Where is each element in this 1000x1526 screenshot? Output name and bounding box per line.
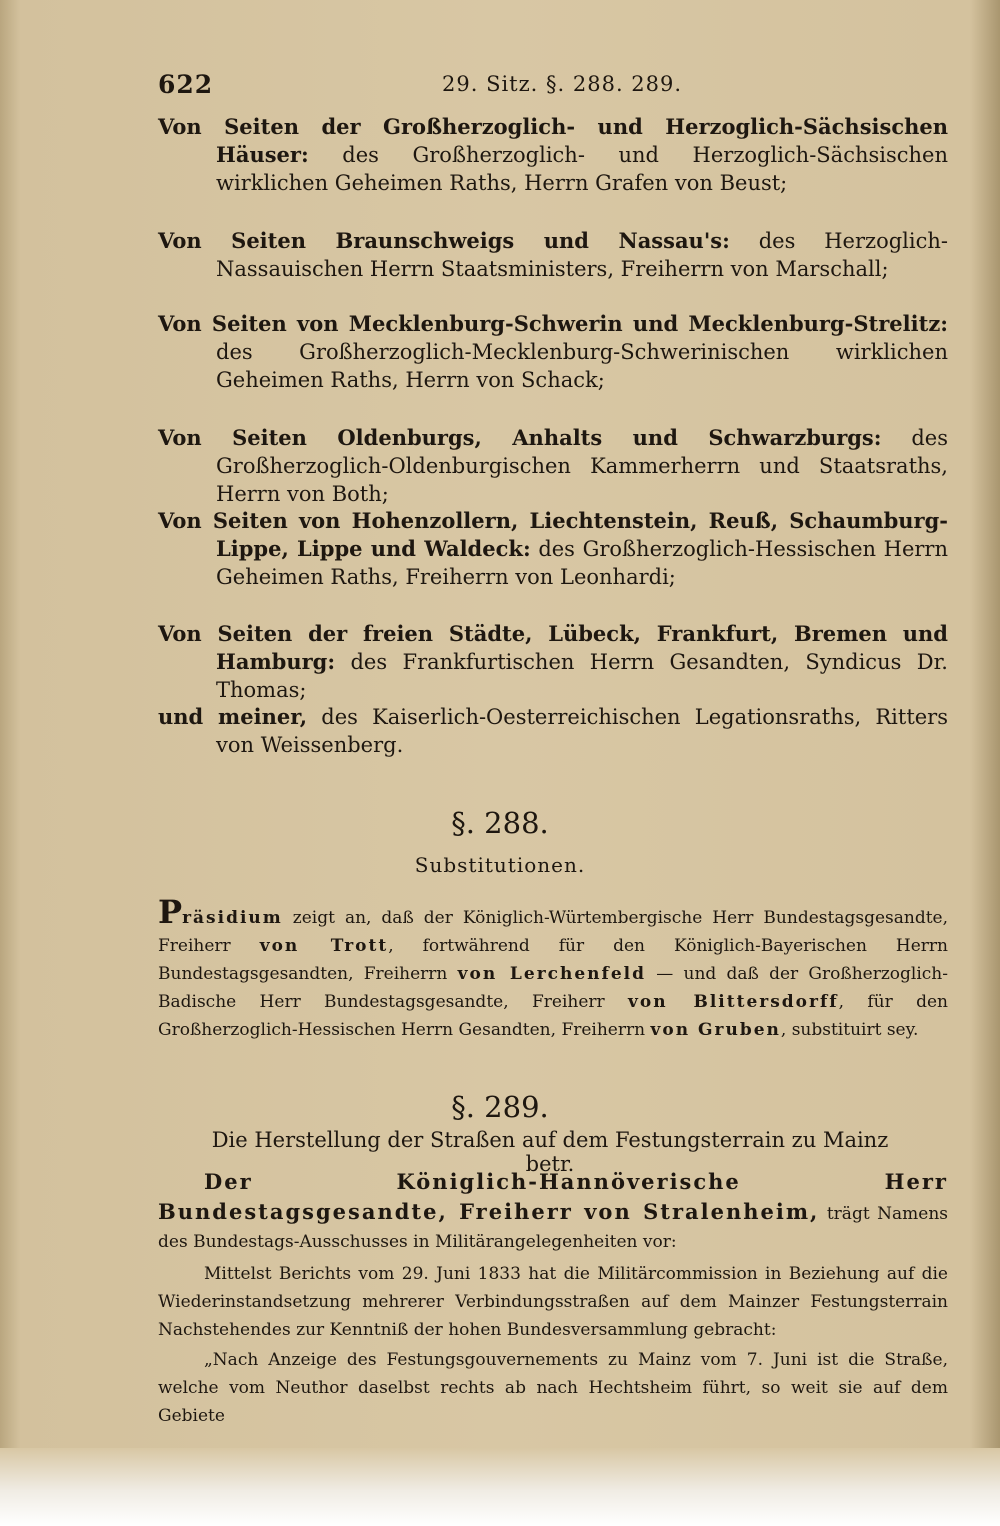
- entry-saxon-houses: [158, 113, 948, 197]
- person-name: von Blittersdorff: [628, 992, 839, 1012]
- section-289-paragraph-3: „Nach Anzeige des Festungsgouvernements zu Mainz vom 7. Juni ist die Straße, welche vom Neuthor daselbst rechts ab nach Hechtsheim führt, so weit sie auf dem Gebiete: [158, 1350, 948, 1426]
- entry-lead: Von Seiten Oldenburgs, Anhalts und Schwarzburgs:: [158, 425, 882, 450]
- entry-lead: Von Seiten der freien Städte, Lübeck, Frankfurt, Bremen und Hamburg:: [158, 621, 948, 674]
- entry-hohenzollern: [158, 507, 948, 591]
- entry-text: des Großherzoglich- und Herzoglich-Sächsischen wirklichen Geheimen Raths, Herrn Grafen von Beust;: [216, 143, 948, 195]
- person-name: von Trott: [259, 936, 389, 956]
- section-289-paragraph-1: [158, 1168, 948, 1256]
- paragraph-text: , substituirt sey.: [780, 1020, 919, 1040]
- paragraph-text: — und daß der Großherzoglich-Badische Herr Bundestagsgesandte, Freiherr: [158, 964, 948, 1012]
- entry-text: des Herzoglich-Nassauischen Herrn Staatsministers, Freiherrn von Marschall;: [216, 229, 948, 281]
- paragraph-text: , für den Großherzoglich-Hessischen Herrn Gesandten, Freiherrn: [158, 992, 948, 1040]
- paragraph-text: , fortwährend für den Königlich-Bayerischen Herrn Bundestagsgesandten, Freiherrn: [158, 936, 948, 984]
- entry-text: des Kaiserlich-Oesterreichischen Legationsraths, Ritters von Weissenberg.: [216, 705, 948, 757]
- drop-initial: P: [158, 893, 183, 931]
- section-289-title: Die Herstellung der Straßen auf dem Festungsterrain zu Mainz betr.: [211, 1128, 889, 1176]
- entry-lead: Von Seiten von Mecklenburg-Schwerin und Mecklenburg-Strelitz:: [158, 311, 948, 336]
- entry-lead: Von Seiten von Hohenzollern, Liechtenstein, Reuß, Schaumburg-Lippe, Lippe und Waldeck:: [158, 508, 948, 561]
- entry-text: des Großherzoglich-Oldenburgischen Kammerherrn und Staatsraths, Herrn von Both;: [216, 426, 948, 506]
- section-288-subtitle: Substitutionen.: [414, 853, 586, 877]
- page-number: 622: [158, 70, 214, 99]
- entry-braunschweig-nassau: [158, 227, 948, 283]
- person-name: von Gruben: [650, 1020, 781, 1040]
- section-289-heading: §. 289.: [451, 1090, 549, 1124]
- page-header: [158, 70, 948, 102]
- person-name: von Lerchenfeld: [457, 964, 647, 984]
- entry-text: des Frankfurtischen Herrn Gesandten, Syndicus Dr. Thomas;: [216, 650, 948, 702]
- entry-lead: Von Seiten Braunschweigs und Nassau's:: [158, 228, 730, 253]
- entry-text: des Großherzoglich-Hessischen Herrn Geheimen Raths, Freiherrn von Leonhardi;: [216, 537, 948, 589]
- entry-lead: und meiner,: [158, 704, 308, 729]
- page-bottom-margin: [0, 1448, 1000, 1526]
- section-288-heading: §. 288.: [451, 806, 549, 840]
- entry-oldenburg: [158, 424, 948, 508]
- entry-text: des Großherzoglich-Mecklenburg-Schwerinischen wirklichen Geheimen Raths, Herrn von Schack;: [216, 340, 948, 392]
- section-289-paragraph-2: Mittelst Berichts vom 29. Juni 1833 hat die Militärcommission in Beziehung auf die Wiederinstandsetzung mehrerer Verbindungsstraßen auf dem Mainzer Festungsterrain Nachstehendes zur Kenntniß der hohen Bundesversammlung gebracht:: [158, 1264, 948, 1340]
- entry-free-cities: [158, 620, 948, 704]
- entry-lead: Von Seiten der Großherzoglich- und Herzoglich-Sächsischen Häuser:: [158, 114, 948, 167]
- running-head: 29. Sitz. §. 288. 289.: [442, 72, 683, 96]
- lead-word: räsidium: [182, 908, 283, 928]
- entry-author: [158, 703, 948, 759]
- section-288-paragraph: [158, 893, 948, 1044]
- lead-phrase: Der Königlich-Hannöverische Herr Bundestagsgesandte, Freiherr von Stralenheim,: [158, 1169, 948, 1224]
- paragraph-text: trägt Namens des Bundestags-Ausschusses in Militärangelegenheiten vor:: [158, 1204, 948, 1252]
- paragraph-text: zeigt an, daß der Königlich-Würtembergische Herr Bundestagsgesandte, Freiherr: [158, 908, 948, 956]
- entry-mecklenburg: [158, 310, 948, 394]
